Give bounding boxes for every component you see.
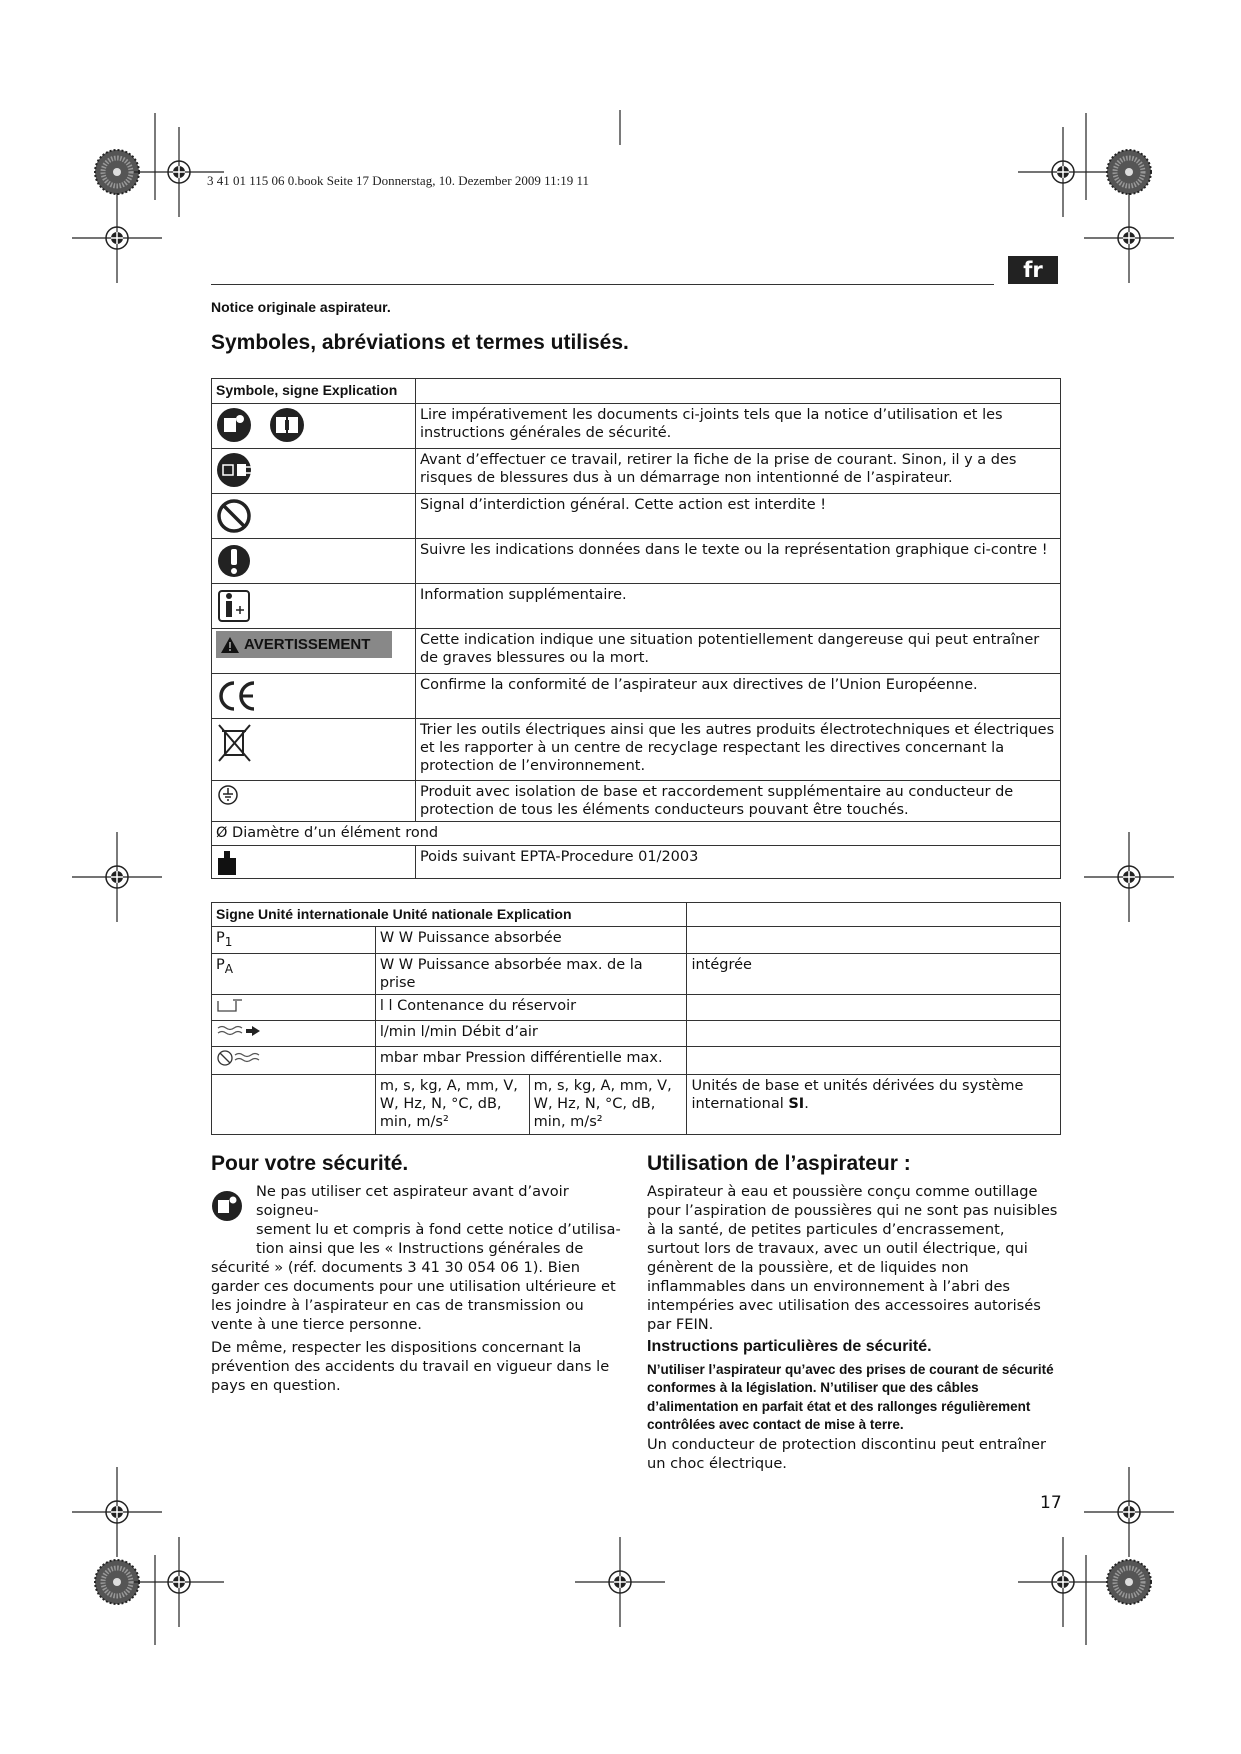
crosshair-icon: [134, 1537, 224, 1627]
crosshair-icon: [1084, 193, 1174, 283]
usage-title: Utilisation de l’aspirateur :: [647, 1152, 911, 1175]
unit-row-extra: [687, 994, 1061, 1020]
safety-title: Pour votre sécurité.: [211, 1152, 409, 1175]
mandatory-icon: [216, 541, 256, 579]
crosshair-icon: [72, 193, 162, 283]
unit-row-text: l l Contenance du réservoir: [375, 994, 687, 1020]
tank-icon: [216, 997, 246, 1013]
symbol-row-explanation: Suivre les indications données dans le texte ou la représentation graphique ci-contre !: [415, 539, 1060, 584]
file-info-header: 3 41 01 115 06 0.book Seite 17 Donnerstag, 10. Dezember 2009 11:19 11: [207, 173, 589, 188]
unit-sign: $P_A$: [212, 953, 376, 994]
read-manual-icon: [216, 406, 336, 444]
symbol-row-explanation: Trier les outils électriques ainsi que les autres produits électrotechniques et électriques et les rapporter à un centre de recyclage respectant les directives concernant la protection de l’environnement.: [415, 719, 1060, 781]
crosshair-icon: [1018, 127, 1108, 217]
symbol-row-explanation: Confirme la conformité de l’aspirateur aux directives de l’Union Européenne.: [415, 674, 1060, 719]
units-table: [211, 902, 1061, 1135]
symbol-row-explanation: Produit avec isolation de base et raccordement supplémentaire au conducteur de protection de tous les éléments conducteurs pouvant être touchés.: [415, 781, 1060, 822]
symbol-row-full: Ø Diamètre d’un élément rond: [212, 822, 1061, 846]
page-number: 17: [1040, 1493, 1062, 1513]
safety-body: Ne pas utiliser cet aspirateur avant d’avoir soigneu- sement lu et compris à fond cette notice d’utilisa- tion ainsi que les « Instructions générales de sécurité » (réf. documents 3 41 30 054 06 1). Bien garder ces documents pour une utilisation ultérieure et les joindre à l’aspirateur en cas de transmission ou vente à une tierce personne. De même, respecter les dispositions concernant la prévention des accidents du travail en vigueur dans le pays en question.: [211, 1183, 621, 1394]
unit-row-extra: [687, 927, 1061, 954]
crosshair-icon: [1018, 1537, 1108, 1627]
symbol-row-explanation: Avant d’effectuer ce travail, retirer la fiche de la prise de courant. Sinon, il y a des risques de blessures dus à un démarrage non intentionné de l’aspirateur.: [415, 449, 1060, 494]
symbol-row-explanation: Signal d’interdiction général. Cette action est interdite !: [415, 494, 1060, 539]
crosshair-icon: [575, 1537, 665, 1627]
unplug-icon: [216, 451, 256, 489]
language-tab: fr: [1008, 256, 1058, 284]
national-units-list: m, s, kg, A, mm, V, W, Hz, N, °C, dB, min, m/s²: [529, 1074, 687, 1134]
unit-row-text: W W Puissance absorbée max. de la prise: [375, 953, 687, 994]
unit-row-extra: intégrée: [687, 953, 1061, 994]
prohibition-icon: [216, 496, 256, 534]
crosshair-icon: [134, 127, 224, 217]
ce-mark-icon: [216, 676, 260, 714]
crosshair-icon: [1084, 1467, 1174, 1557]
weee-bin-icon: [216, 721, 256, 765]
symbol-row-explanation: Information supplémentaire.: [415, 584, 1060, 629]
registration-star-icon: [95, 150, 139, 194]
pressure-icon: [216, 1049, 266, 1067]
safety-warning-bold: N’utiliser l’aspirateur qu’avec des prises de courant de sécurité conformes à la législation. N’utiliser que des câbles d’alimentation en parfait état et des rallonges régulièrement contrôlées avec contact de mise à terre.: [647, 1361, 1054, 1432]
document-subtitle: Notice originale aspirateur.: [211, 299, 391, 315]
symbol-row-explanation: Lire impérativement les documents ci-joints tels que la notice d’utilisation et les instructions générales de sécurité.: [415, 404, 1060, 449]
unit-row-text: l/min l/min Débit d’air: [375, 1020, 687, 1046]
symbols-table-header: Symbole, signe Explication: [212, 379, 416, 404]
crosshair-icon: [1084, 832, 1174, 922]
protective-earth-icon: [216, 783, 246, 807]
registration-star-icon: [95, 1560, 139, 1604]
symbol-row-explanation: Cette indication indique une situation potentiellement dangereuse qui peut entraîner de graves blessures ou la mort.: [415, 629, 1060, 674]
unit-row-extra: [687, 1020, 1061, 1046]
symbols-table: [211, 378, 1061, 879]
usage-body: Aspirateur à eau et poussière conçu comme outillage pour l’aspiration de poussières qui ne sont pas nuisibles à la santé, de petites particules d’encrassement, surtout lors de travaux, avec un outil électrique, qui génèrent de la poussière, et de liquides non inflammables dans un environnement à l’abri des intempéries avec utilisation des accessoires autorisés par FEIN. Instructions particulières de sécurité. N’utiliser l’aspirateur qu’avec des prises de courant de sécurité conformes à la législation. N’utiliser que des câbles d’alimentation en parfait état et des rallonges régulièrement contrôlées avec contact de mise à terre. Un conducteur de protection discontinu peut entraîner un choc électrique.: [647, 1183, 1058, 1472]
intl-units-list: m, s, kg, A, mm, V, W, Hz, N, °C, dB, min, m/s²: [375, 1074, 529, 1134]
unit-row-text: W W Puissance absorbée: [375, 927, 687, 954]
registration-star-icon: [1107, 1560, 1151, 1604]
crosshair-icon: [72, 832, 162, 922]
crosshair-icon: [72, 1467, 162, 1557]
registration-star-icon: [1107, 150, 1151, 194]
si-explanation: Unités de base et unités dérivées du système international SI.: [687, 1074, 1061, 1134]
warning-triangle-icon: [220, 636, 240, 654]
info-icon: [216, 586, 256, 624]
airflow-icon: [216, 1023, 266, 1039]
warning-label: AVERTISSEMENT: [216, 631, 392, 658]
units-table-header: Signe Unité internationale Unité nationale Explication: [212, 903, 687, 927]
weight-icon: [216, 848, 246, 876]
unit-sign: $P_1$: [212, 927, 376, 954]
section-title: Symboles, abréviations et termes utilisés.: [211, 331, 629, 354]
unit-row-text: mbar mbar Pression différentielle max.: [375, 1046, 687, 1074]
instructions-subtitle: Instructions particulières de sécurité.: [647, 1338, 932, 1355]
header-rule: [211, 284, 994, 285]
symbol-row-explanation: Poids suivant EPTA-Procedure 01/2003: [415, 846, 1060, 879]
unit-row-extra: [687, 1046, 1061, 1074]
